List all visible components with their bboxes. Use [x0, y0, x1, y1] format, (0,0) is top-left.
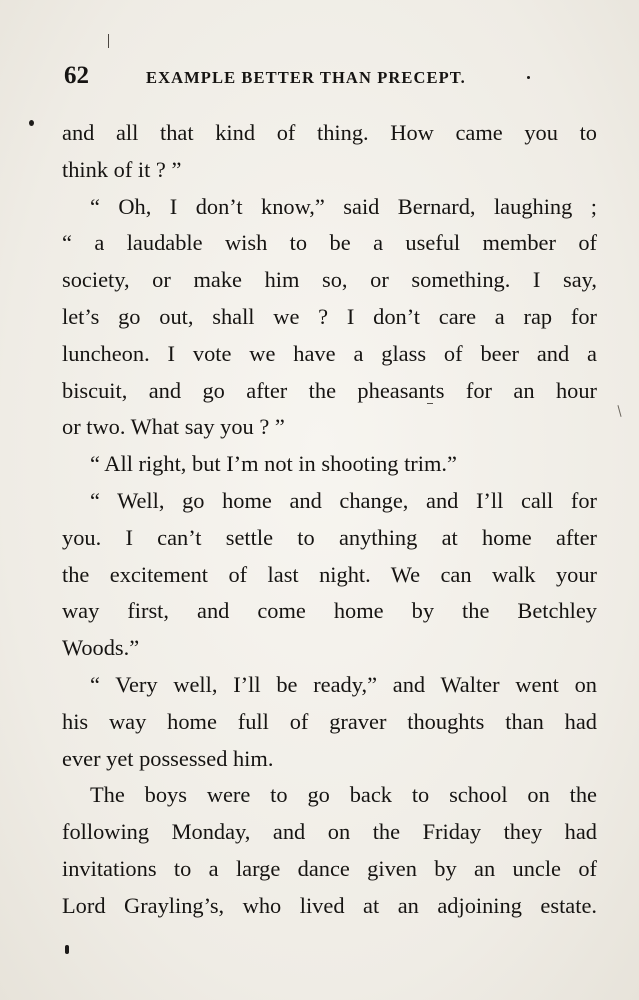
- running-title: EXAMPLE BETTER THAN PRECEPT.: [146, 68, 466, 87]
- text-line: Woods.”: [62, 635, 140, 661]
- text-line: luncheon. I vote we have a glass of beer and a: [62, 340, 597, 366]
- text-line: “ Oh, I don’t know,” said Bernard, laughing ;: [90, 193, 597, 219]
- running-head: [64, 58, 534, 94]
- text-line: let’s go out, shall we ? I don’t care a rap for: [62, 303, 597, 329]
- text-line: invitations to a large dance given by an uncle of: [62, 855, 597, 881]
- text-line: and all that kind of thing. How came you to: [62, 120, 597, 145]
- text-line: “ a laudable wish to be a useful member of: [62, 230, 597, 256]
- text-line: or two. What say you ? ”: [62, 414, 285, 440]
- ink-speck: [617, 405, 621, 417]
- text-line: “ All right, but I’m not in shooting trim.”: [90, 451, 457, 477]
- text-line: society, or make him so, or something. I say,: [62, 267, 597, 293]
- text-line: you. I can’t settle to anything at home after: [62, 524, 597, 550]
- ink-speck: [108, 34, 109, 48]
- text-line: following Monday, and on the Friday they had: [62, 819, 597, 845]
- text-line: biscuit, and go after the pheasants for an hour: [62, 377, 597, 403]
- text-line: ever yet possessed him.: [62, 745, 274, 771]
- page-number: 62: [64, 62, 89, 89]
- ink-speck: [427, 403, 433, 404]
- text-line: the excitement of last night. We can walk your: [62, 561, 597, 587]
- page-body-text: [62, 115, 597, 925]
- ink-speck: [29, 120, 34, 126]
- text-line: way first, and come home by the Betchley: [62, 598, 597, 624]
- text-line: The boys were to go back to school on the: [90, 782, 597, 808]
- text-line: Lord Grayling’s, who lived at an adjoining estate.: [62, 892, 597, 918]
- text-line: his way home full of graver thoughts than had: [62, 708, 597, 734]
- text-line: “ Well, go home and change, and I’ll call for: [90, 487, 597, 513]
- text-line: “ Very well, I’ll be ready,” and Walter went on: [90, 671, 597, 697]
- text-line: think of it ? ”: [62, 156, 182, 182]
- ink-speck: [65, 945, 69, 954]
- ink-speck: [527, 76, 530, 79]
